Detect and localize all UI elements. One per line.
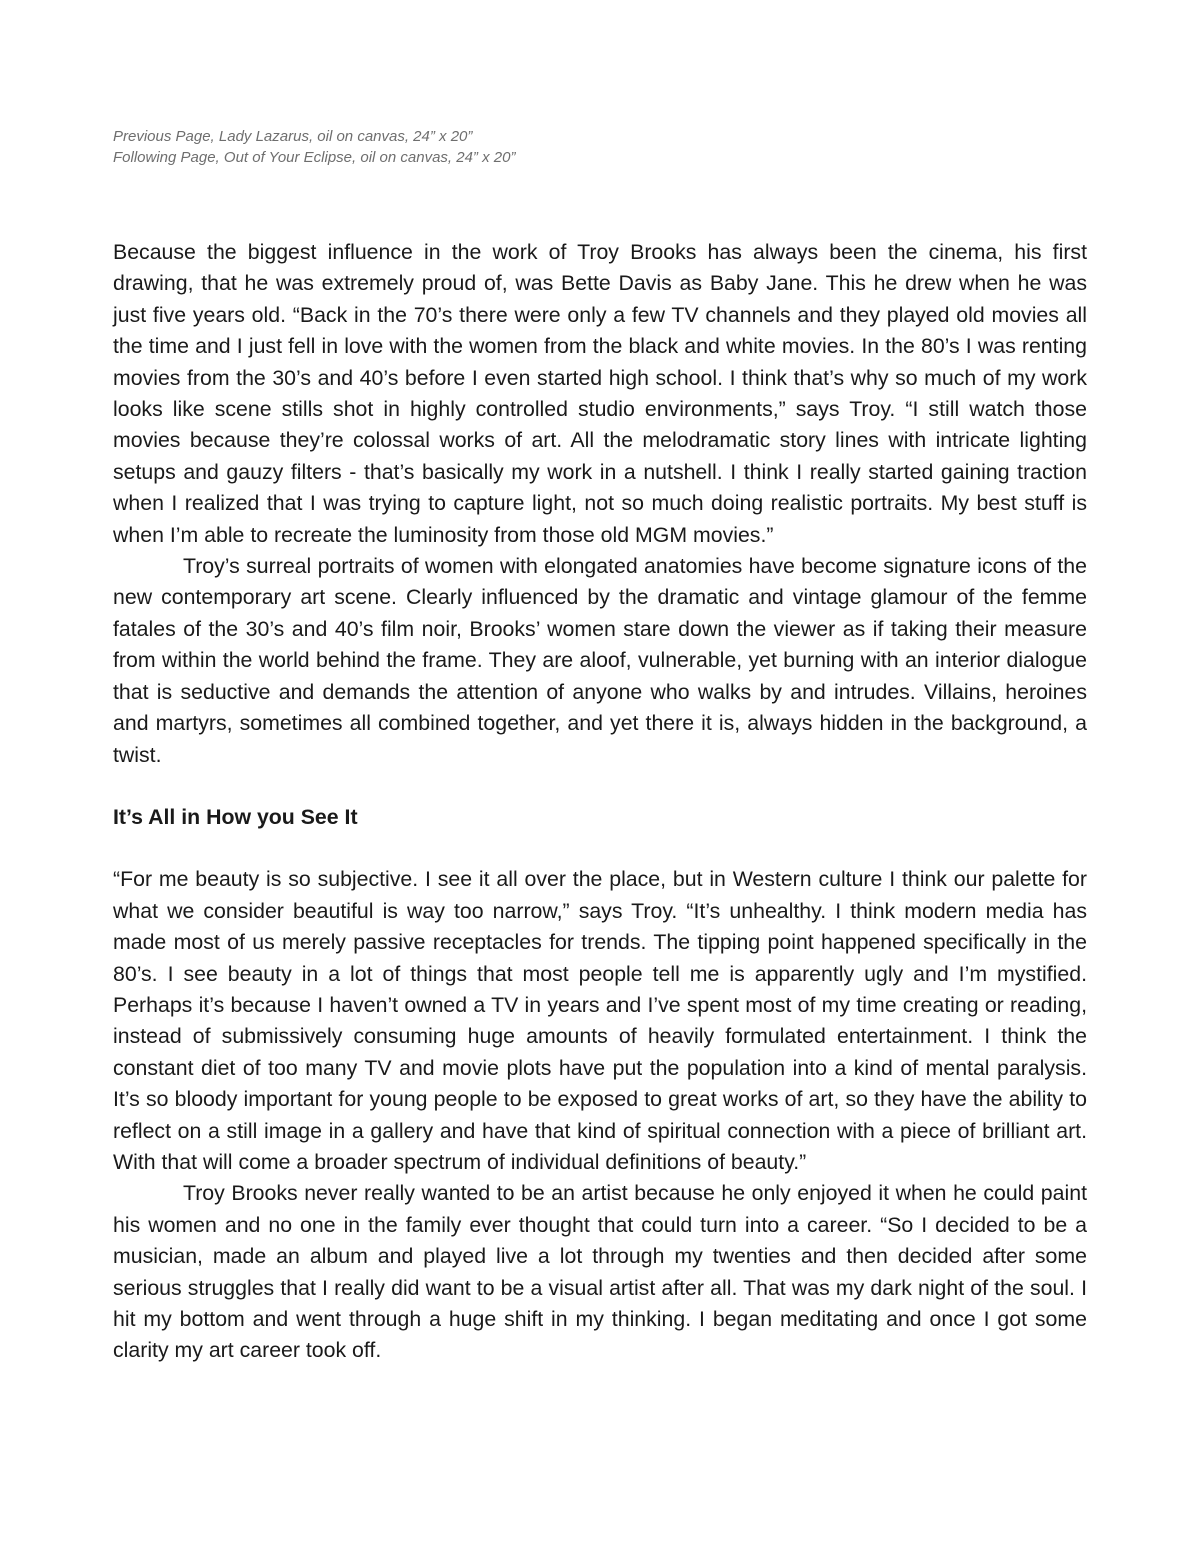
caption-previous-page: Previous Page, Lady Lazarus, oil on canvas, 24” x 20”	[113, 128, 473, 145]
paragraph-cinema-influence: Because the biggest influence in the work of Troy Brooks has always been the cinema, his first drawing, that he was extremely proud of, was Bette Davis as Baby Jane. This he drew when he was just five years old. “Back in the 70’s there were only a few TV channels and they played old movies all the time and I just fell in love with the women from the black and white movies. In the 80’s I was renting movies from the 30’s and 40’s before I even started high school. I think that’s why so much of my work looks like scene stills shot in highly controlled studio environments,” says Troy. “I still watch those movies because they’re colossal works of art. All the melodramatic story lines with intricate lighting setups and gauzy filters - that’s basically my work in a nutshell. I think I really started gaining traction when I realized that I was trying to capture light, not so much doing realistic portraits. My best stuff is when I’m able to recreate the luminosity from those old MGM movies.”	[113, 240, 1087, 547]
caption-following-page: Following Page, Out of Your Eclipse, oil on canvas, 24” x 20”	[113, 149, 516, 166]
paragraph-surreal-portraits: Troy’s surreal portraits of women with elongated anatomies have become signature icons of the new contemporary art scene. Clearly influenced by the dramatic and vintage glamour of the femme fatales of the 30’s and 40’s film noir, Brooks’ women stare down the viewer as if taking their measure from within the world behind the frame. They are aloof, vulnerable, yet burning with an interior dialogue that is seductive and demands the attention of anyone who walks by and intrudes. Villains, heroines and martyrs, sometimes all combined together, and yet there it is, always hidden in the background, a twist.	[113, 554, 1087, 767]
paragraph-musician-career: Troy Brooks never really wanted to be an artist because he only enjoyed it when he could paint his women and no one in the family ever thought that could turn into a career. “So I decided to be a musician, made an album and played live a lot through my twenties and then decided after some serious struggles that I really did want to be a visual artist after all. That was my dark night of the soul. I hit my bottom and went through a huge shift in my thinking. I began meditating and once I got some clarity my art career took off.	[113, 1181, 1087, 1363]
paragraph-beauty-subjective: “For me beauty is so subjective. I see it all over the place, but in Western culture I think our palette for what we consider beautiful is way too narrow,” says Troy. “It’s unhealthy. I think modern media has made most of us merely passive receptacles for trends. The tipping point happened specifically in the 80’s. I see beauty in a lot of things that most people tell me is apparently ugly and I’m mystified. Perhaps it’s because I haven’t owned a TV in years and I’ve spent most of my time creating or reading, instead of submissively consuming huge amounts of heavily formulated entertainment. I think the constant diet of too many TV and movie plots have put the population into a kind of mental paralysis. It’s so bloody important for young people to be exposed to great works of art, so they have the ability to reflect on a still image in a gallery and have that kind of spiritual connection with a piece of brilliant art. With that will come a broader spectrum of individual definitions of beauty.”	[113, 867, 1087, 1174]
section-heading: It’s All in How you See It	[113, 804, 358, 829]
document-page	[113, 126, 1087, 1367]
image-captions	[113, 126, 1087, 168]
